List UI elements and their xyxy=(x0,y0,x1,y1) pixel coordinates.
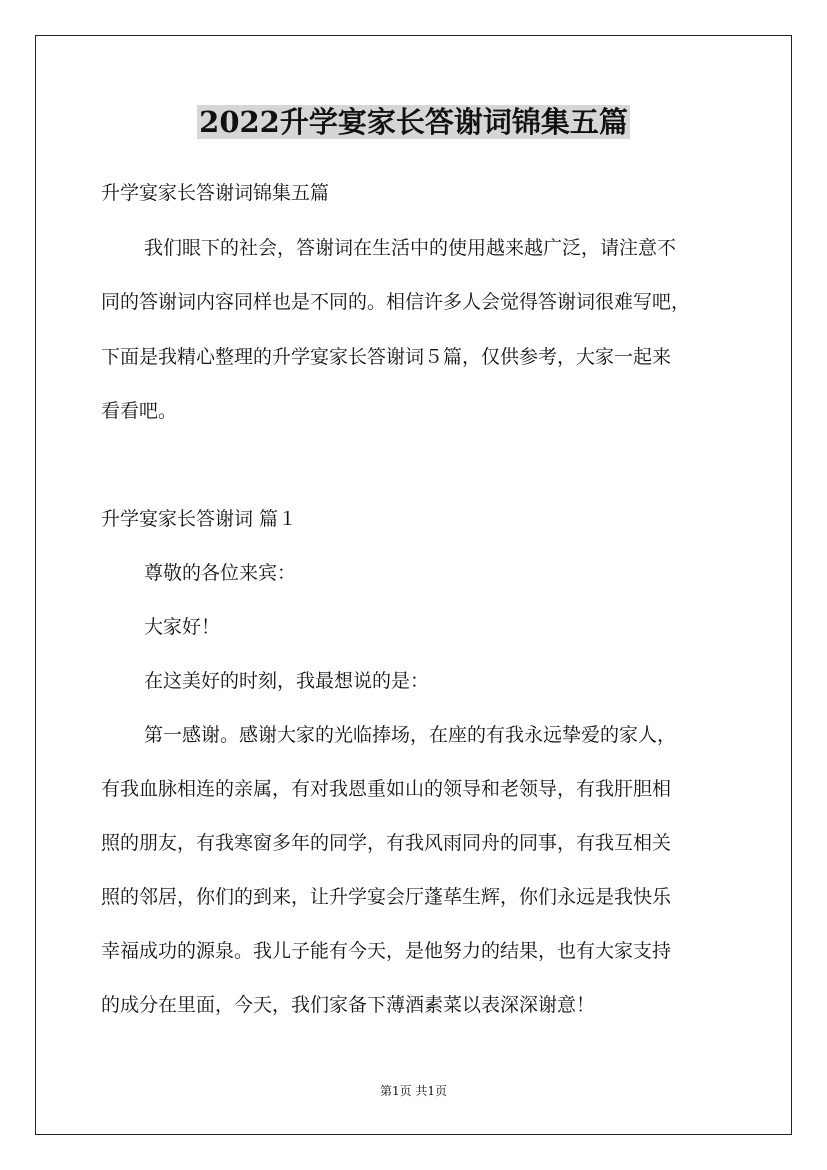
document-title-text: 2022升学宴家长答谢词锦集五篇 xyxy=(199,105,628,139)
salutation: 尊敬的各位来宾： xyxy=(144,562,297,584)
section-heading: 升学宴家长答谢词 篇１ xyxy=(101,508,298,530)
body-line: 幸福成功的源泉。我儿子能有今天，是他努力的结果，也有大家支持 xyxy=(101,940,672,962)
body-line: 第一感谢。感谢大家的光临捧场，在座的有我永远挚爱的家人， xyxy=(144,724,677,746)
intro-line: 看看吧。 xyxy=(101,400,178,422)
body-line: 有我血脉相连的亲属，有对我恩重如山的领导和老领导，有我肝胆相 xyxy=(101,778,672,800)
body-line: 的成分在里面，今天，我们家备下薄酒素菜以表深深谢意！ xyxy=(101,994,596,1016)
document-title xyxy=(0,103,827,141)
lead-in: 在这美好的时刻，我最想说的是： xyxy=(144,670,430,692)
body-line: 照的朋友，有我寒窗多年的同学，有我风雨同舟的同事，有我互相关 xyxy=(101,832,672,854)
intro-line: 下面是我精心整理的升学宴家长答谢词５篇，仅供参考，大家一起来 xyxy=(101,346,672,368)
intro-line: 我们眼下的社会，答谢词在生活中的使用越来越广泛，请注意不 xyxy=(144,237,677,259)
intro-line: 同的答谢词内容同样也是不同的。相信许多人会觉得答谢词很难写吧， xyxy=(101,291,691,313)
body-line: 照的邻居，你们的到来，让升学宴会厅蓬荜生辉，你们永远是我快乐 xyxy=(101,886,672,908)
page-footer: 第1页 共1页 xyxy=(379,1084,448,1098)
greeting: 大家好！ xyxy=(144,616,221,638)
document-subtitle: 升学宴家长答谢词锦集五篇 xyxy=(101,182,330,204)
